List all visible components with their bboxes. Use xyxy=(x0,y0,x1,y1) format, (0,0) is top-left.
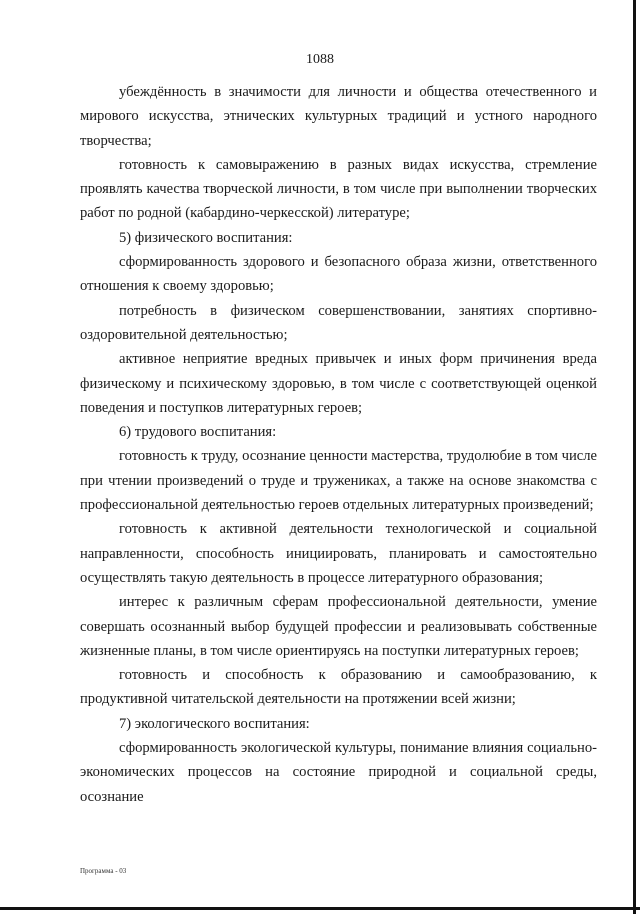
scan-border-right xyxy=(633,0,636,914)
paragraph-conviction: убеждённость в значимости для личности и общества отечественного и мирового искусства, этнических культурных традиций и устного народного творчества; xyxy=(80,84,597,149)
heading-ecological-education: 7) экологического воспитания: xyxy=(119,715,310,732)
paragraph-professional-interest: интерес к различным сферам профессиональной деятельности, умение совершать осознанный выбор будущей профессии и реализовывать собственные жизненные планы, в том числе ориентируясь на поступки литературных героев; xyxy=(80,594,597,659)
heading-physical-education: 5) физического воспитания: xyxy=(119,229,293,246)
heading-labor-education: 6) трудового воспитания: xyxy=(119,424,277,441)
page-number: 1088 xyxy=(306,52,334,67)
paragraph-self-expression: готовность к самовыражению в разных видах искусства, стремление проявлять качества творческой личности, в том числе при выполнении творческих работ по родной (кабардино-черкесской) литературе; xyxy=(80,156,597,222)
body-text xyxy=(80,80,597,809)
paragraph-readiness-to-work: готовность к труду, осознание ценности мастерства, трудолюбие в том числе при чтении произведений о труде и тружениках, а также на основе знакомства с профессиональной деятельностью героев отдельных литературных произведений; xyxy=(80,448,597,514)
paragraph-rejection-of-bad-habits: активное неприятие вредных привычек и иных форм причинения вреда физическому и психическому здоровью, в том числе с соответствующей оценкой поведения и поступков литературных героев; xyxy=(80,351,597,416)
paragraph-healthy-lifestyle: сформированность здорового и безопасного образа жизни, ответственного отношения к своему здоровью; xyxy=(80,254,597,295)
scan-border-bottom xyxy=(0,907,640,910)
footer-label: Программа - 03 xyxy=(80,867,127,875)
paragraph-physical-improvement: потребность в физическом совершенствовании, занятиях спортивно-оздоровительной деятельностью; xyxy=(80,302,597,343)
paragraph-ecological-culture: сформированность экологической культуры, понимание влияния социально-экономических процессов на состояние природной и социальной среды, осознание xyxy=(80,740,597,805)
paragraph-active-activity: готовность к активной деятельности технологической и социальной направленности, способность инициировать, планировать и самостоятельно осуществлять такую деятельность в процессе литературного образования; xyxy=(80,521,597,586)
paragraph-self-education: готовность и способность к образованию и самообразованию, к продуктивной читательской деятельности на протяжении всей жизни; xyxy=(80,667,597,708)
